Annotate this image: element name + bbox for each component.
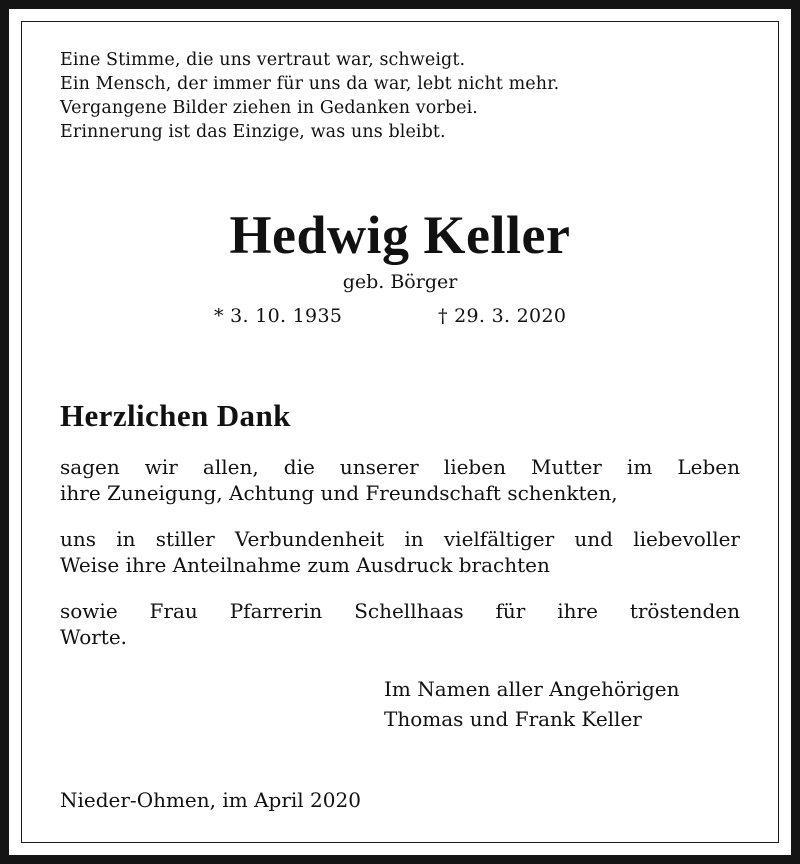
- paragraph-line: sagen wir allen, die unserer lieben Mutter im Leben: [60, 455, 740, 479]
- death-date: † 29. 3. 2020: [438, 305, 567, 327]
- paragraph-line: Worte.: [60, 625, 128, 649]
- memorial-poem: [60, 48, 559, 144]
- birth-date: * 3. 10. 1935: [214, 305, 343, 327]
- paragraph-line: ihre Zuneigung, Achtung und Freundschaft schenkten,: [60, 481, 618, 505]
- poem-line: Vergangene Bilder ziehen in Gedanken vorbei.: [60, 98, 478, 118]
- poem-line: Ein Mensch, der immer für uns da war, lebt nicht mehr.: [60, 74, 560, 94]
- poem-line: Erinnerung ist das Einzige, was uns bleibt.: [60, 122, 446, 142]
- paragraph-line: Weise ihre Anteilnahme zum Ausdruck brachten: [60, 553, 550, 577]
- deceased-name: Hedwig Keller: [229, 205, 571, 265]
- paragraph-line: sowie Frau Pfarrerin Schellhaas für ihre tröstenden: [60, 599, 740, 623]
- signature-block: [384, 674, 680, 734]
- thanks-paragraph: [60, 526, 740, 578]
- thanks-paragraph: [60, 454, 740, 506]
- signature-line: Thomas und Frank Keller: [384, 707, 642, 731]
- place-and-date: Nieder-Ohmen, im April 2020: [60, 788, 361, 812]
- thanks-paragraph: [60, 598, 740, 650]
- maiden-name: geb. Börger: [342, 271, 458, 293]
- paragraph-line: uns in stiller Verbundenheit in vielfältiger und liebevoller: [60, 527, 740, 551]
- poem-line: Eine Stimme, die uns vertraut war, schweigt.: [60, 50, 466, 70]
- signature-line: Im Namen aller Angehörigen: [384, 677, 680, 701]
- thanks-heading: Herzlichen Dank: [60, 398, 291, 433]
